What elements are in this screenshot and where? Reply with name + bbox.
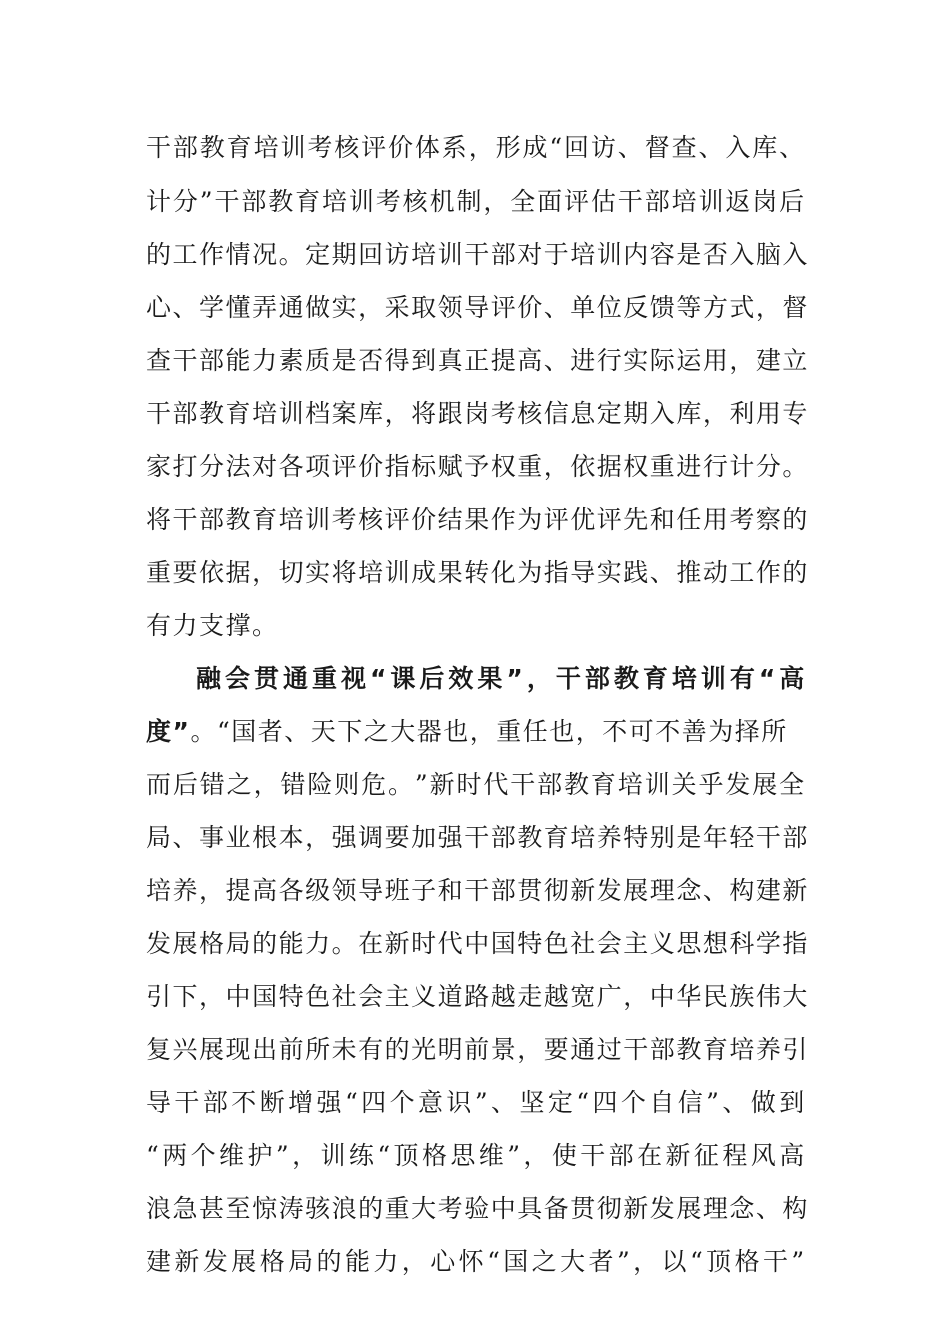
paragraph-2-line-4: 局 、 事 业 根 本 ， 强 调 要 加 强 干 部 教 育 培 养 特 别 是 年 轻 干 部	[146, 823, 809, 852]
paragraph-2-line-12: 建 新 发 展 格 局 的 能 力 ， 心 怀 “ 国 之 大 者 ” ， 以 “ 顶 格 干 ”	[146, 1247, 806, 1276]
paragraph-2-line-6: 发 展 格 局 的 能 力 。 在 新 时 代 中 国 特 色 社 会 主 义 思 想 科 学 指	[146, 929, 809, 958]
paragraph-1-line-5: 查 干 部 能 力 素 质 是 否 得 到 真 正 提 高 、 进 行 实 际 运 用 ， 建 立	[146, 346, 809, 375]
paragraph-2-heading-end: 度”	[146, 717, 191, 746]
paragraph-1-line-2: 计 分 ” 干 部 教 育 培 训 考 核 机 制 ， 全 面 评 估 干 部 培 训 返 岗 后	[146, 187, 806, 216]
paragraph-2-line-5: 培 养 ， 提 高 各 级 领 导 班 子 和 干 部 贯 彻 新 发 展 理 念 、 构 建 新	[146, 876, 809, 905]
paragraph-2-line-3: 而 后 错 之 ， 错 险 则 危 。 ” 新 时 代 干 部 教 育 培 训 关 乎 发 展 全	[146, 770, 806, 799]
paragraph-2-line-9: 导 干 部 不 断 增 强 “ 四 个 意 识 ” 、 坚 定 “ 四 个 自 信 ” 、 做 到	[146, 1088, 806, 1117]
paragraph-2-line-2	[146, 715, 806, 749]
paragraph-1-line-6: 干 部 教 育 培 训 档 案 库 ， 将 跟 岗 考 核 信 息 定 期 入 库 ， 利 用 专	[146, 399, 809, 428]
paragraph-1-line-3: 的 工 作 情 况 。 定 期 回 访 培 训 干 部 对 于 培 训 内 容 是 否 入 脑 入	[146, 240, 809, 269]
paragraph-1-line-8: 将 干 部 教 育 培 训 考 核 评 价 结 果 作 为 评 优 评 先 和 任 用 考 察 的	[146, 505, 809, 534]
paragraph-1-line-7: 家 打 分 法 对 各 项 评 价 指 标 赋 予 权 重 ， 依 据 权 重 进 行 计 分 。	[146, 452, 809, 481]
paragraph-2-line-10: “ 两 个 维 护 ” ， 训 练 “ 顶 格 思 维 ” ， 使 干 部 在 新 征 程 风 高	[146, 1141, 806, 1170]
paragraph-2-line-11: 浪 急 甚 至 惊 涛 骇 浪 的 重 大 考 验 中 具 备 贯 彻 新 发 展 理 念 、 构	[146, 1194, 809, 1223]
paragraph-2-line-7: 引 下 ， 中 国 特 色 社 会 主 义 道 路 越 走 越 宽 广 ， 中 华 民 族 伟 大	[146, 982, 809, 1011]
paragraph-2-line-2-rest: 。“国者、天下之大器也，重任也，不可不善为择所	[190, 717, 788, 746]
paragraph-1-line-9: 重 要 依 据 ， 切 实 将 培 训 成 果 转 化 为 指 导 实 践 、 推 动 工 作 的	[146, 558, 809, 587]
paragraph-1-line-1: 干 部 教 育 培 训 考 核 评 价 体 系 ， 形 成 “ 回 访 、 督 查 、 入 库 、	[146, 133, 806, 162]
paragraph-2-heading-line-1: 融 会 贯 通 重 视 “ 课 后 效 果 ” ， 干 部 教 育 培 训 有 “ 高	[196, 664, 806, 693]
paragraph-1-line-4: 心 、 学 懂 弄 通 做 实 ， 采 取 领 导 评 价 、 单 位 反 馈 等 方 式 ， 督	[146, 293, 809, 322]
paragraph-1-line-10: 有力支撑。	[146, 611, 279, 640]
paragraph-2-line-8: 复 兴 展 现 出 前 所 未 有 的 光 明 前 景 ， 要 通 过 干 部 教 育 培 养 引	[146, 1035, 809, 1064]
